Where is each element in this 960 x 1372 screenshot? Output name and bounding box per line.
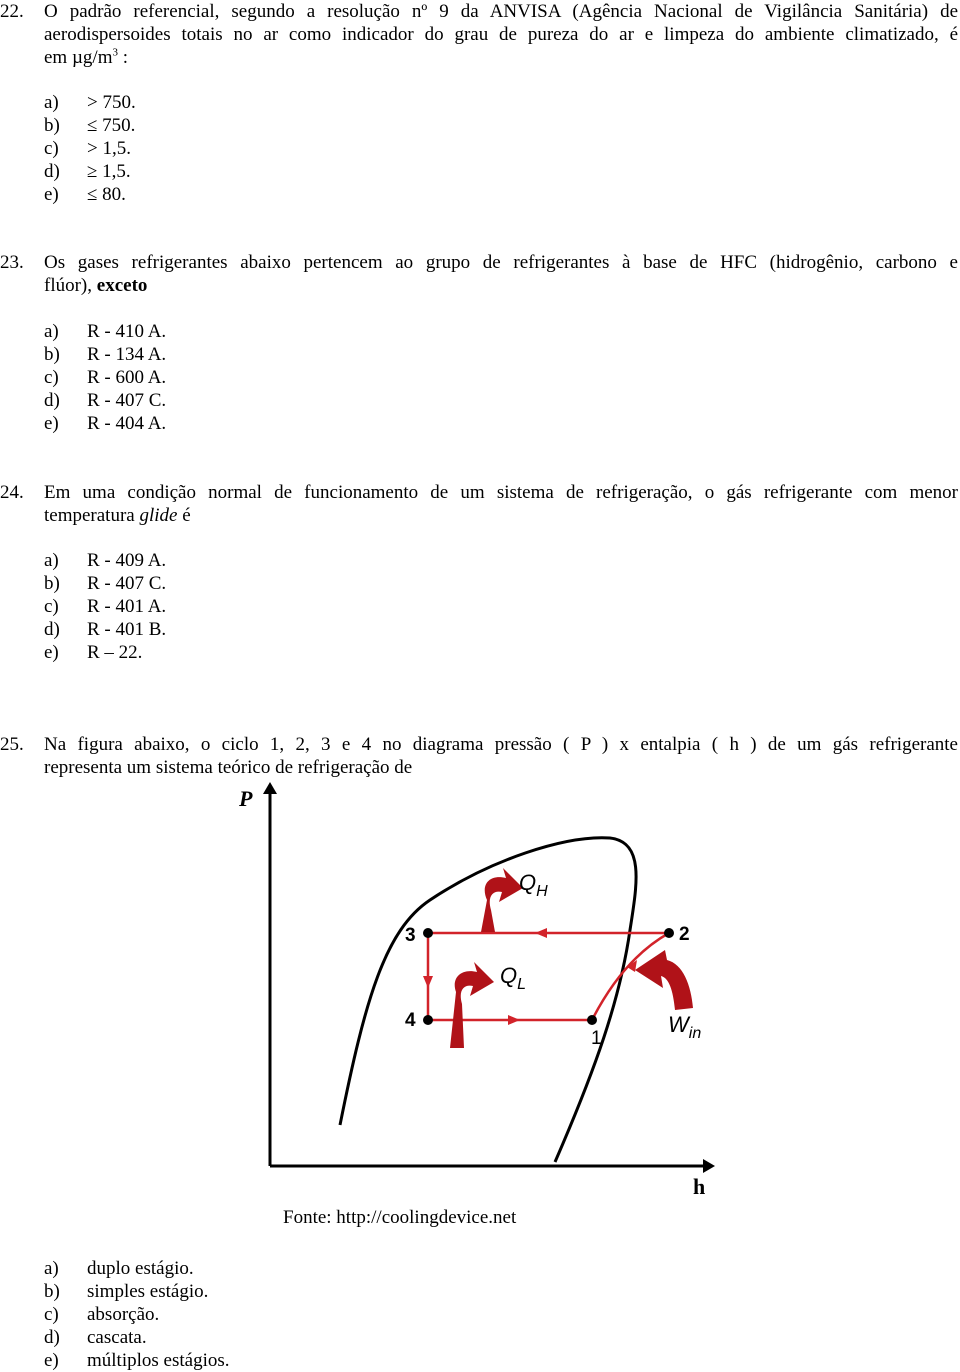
option-letter: a) — [44, 321, 59, 342]
question-text-fragment: em µg/m — [44, 47, 113, 68]
arrowhead-left — [535, 928, 547, 938]
emphasis-italic: glide — [139, 505, 178, 526]
win-arrow — [635, 950, 693, 1010]
point-label-3: 3 — [405, 925, 416, 946]
option-letter: c) — [44, 1304, 59, 1325]
state-point-1 — [587, 1015, 597, 1025]
option-text: R - 410 A. — [87, 321, 167, 342]
option-text: absorção. — [87, 1304, 160, 1325]
option-letter: b) — [44, 115, 60, 136]
option-text: simples estágio. — [87, 1281, 209, 1302]
point-label-2: 2 — [679, 924, 690, 945]
state-point-3 — [423, 928, 433, 938]
arrowhead-down — [423, 976, 433, 988]
point-label-4: 4 — [405, 1010, 416, 1031]
question-text — [44, 733, 958, 779]
ql-label — [500, 963, 526, 993]
option-text: ≤ 750. — [87, 115, 136, 136]
question-text-line: Em uma condição normal de funcionamento de um sistema de refrigeração, o gás refrigerante com menor — [44, 482, 958, 503]
option-letter: b) — [44, 573, 60, 594]
question-text-fragment: : — [117, 47, 128, 68]
question-24 — [0, 481, 958, 527]
question-number: 25. — [0, 734, 24, 755]
question-25 — [0, 733, 958, 779]
emphasis-bold: exceto — [96, 275, 148, 296]
x-axis-arrowhead — [703, 1159, 715, 1173]
option-letter: e) — [44, 413, 59, 434]
qh-main: Q — [519, 870, 537, 895]
option-text: múltiplos estágios. — [87, 1350, 230, 1371]
x-axis-label: h — [693, 1174, 706, 1199]
question-text — [44, 0, 958, 69]
option-text: R - 409 A. — [87, 550, 167, 571]
question-text-line: representa um sistema teórico de refrigeração de — [44, 757, 413, 778]
question-text-line: Os gases refrigerantes abaixo pertencem ao grupo de refrigerantes à base de HFC (hidrogênio, carbono e — [44, 252, 958, 273]
ql-sub: L — [517, 976, 527, 993]
option-letter: a) — [44, 550, 59, 571]
question-text-fragment: é — [177, 505, 191, 526]
y-axis-label: P — [239, 786, 253, 811]
question-number: 24. — [0, 482, 24, 503]
superscript: 3 — [112, 46, 118, 59]
qh-label — [519, 870, 548, 900]
option-letter: d) — [44, 1327, 60, 1348]
ph-diagram — [225, 780, 725, 1200]
question-text-line: Na figura abaixo, o ciclo 1, 2, 3 e 4 no diagrama pressão ( P ) x entalpia ( h ) de um gás refrigerante — [44, 734, 958, 755]
option-text: > 1,5. — [87, 138, 131, 159]
qh-arrow — [481, 868, 523, 932]
state-point-2 — [664, 928, 674, 938]
option-text: R - 407 C. — [87, 390, 167, 411]
option-text: R - 401 A. — [87, 596, 167, 617]
question-text-fragment: flúor), — [44, 275, 97, 296]
option-letter: c) — [44, 138, 59, 159]
option-letter: b) — [44, 344, 60, 365]
win-label — [668, 1012, 701, 1042]
option-letter: e) — [44, 184, 59, 205]
option-text: cascata. — [87, 1327, 147, 1348]
option-text: R - 600 A. — [87, 367, 167, 388]
option-letter: d) — [44, 390, 60, 411]
option-letter: e) — [44, 642, 59, 663]
option-letter: c) — [44, 367, 59, 388]
question-text-line — [44, 274, 958, 297]
option-text: R - 404 A. — [87, 413, 167, 434]
option-letter: e) — [44, 1350, 59, 1371]
question-text-line — [44, 504, 958, 527]
question-text-line: aerodispersoides totais no ar como indicador do grau de pureza do ar e limpeza do ambiente climatizado, é — [44, 24, 958, 45]
question-22 — [0, 0, 958, 69]
question-23 — [0, 251, 958, 297]
question-text-line: O padrão referencial, segundo a resolução nº 9 da ANVISA (Agência Nacional de Vigilância Sanitária) de — [44, 1, 958, 22]
question-text — [44, 481, 958, 527]
option-letter: d) — [44, 619, 60, 640]
option-text: R - 407 C. — [87, 573, 167, 594]
ql-main: Q — [500, 963, 518, 988]
option-letter: a) — [44, 92, 59, 113]
option-text: ≤ 80. — [87, 184, 126, 205]
option-text: R - 134 A. — [87, 344, 167, 365]
option-text: duplo estágio. — [87, 1258, 194, 1279]
question-number: 23. — [0, 252, 24, 273]
arrowhead-right — [508, 1015, 520, 1025]
y-axis-arrowhead — [263, 782, 277, 794]
ql-arrow — [450, 962, 494, 1048]
option-letter: a) — [44, 1258, 59, 1279]
question-number: 22. — [0, 1, 24, 22]
question-text-line — [44, 46, 958, 69]
option-letter: c) — [44, 596, 59, 617]
state-point-4 — [423, 1015, 433, 1025]
option-text: > 750. — [87, 92, 136, 113]
option-letter: d) — [44, 161, 60, 182]
question-text-fragment: temperatura — [44, 505, 140, 526]
win-sub: in — [688, 1025, 702, 1042]
qh-sub: H — [536, 883, 548, 900]
option-letter: b) — [44, 1281, 60, 1302]
question-text — [44, 251, 958, 297]
win-main: W — [668, 1012, 689, 1037]
figure-source: Fonte: http://coolingdevice.net — [283, 1207, 517, 1228]
option-text: R - 401 B. — [87, 619, 167, 640]
option-text: ≥ 1,5. — [87, 161, 131, 182]
point-label-1: 1 — [591, 1028, 602, 1049]
option-text: R – 22. — [87, 642, 143, 663]
